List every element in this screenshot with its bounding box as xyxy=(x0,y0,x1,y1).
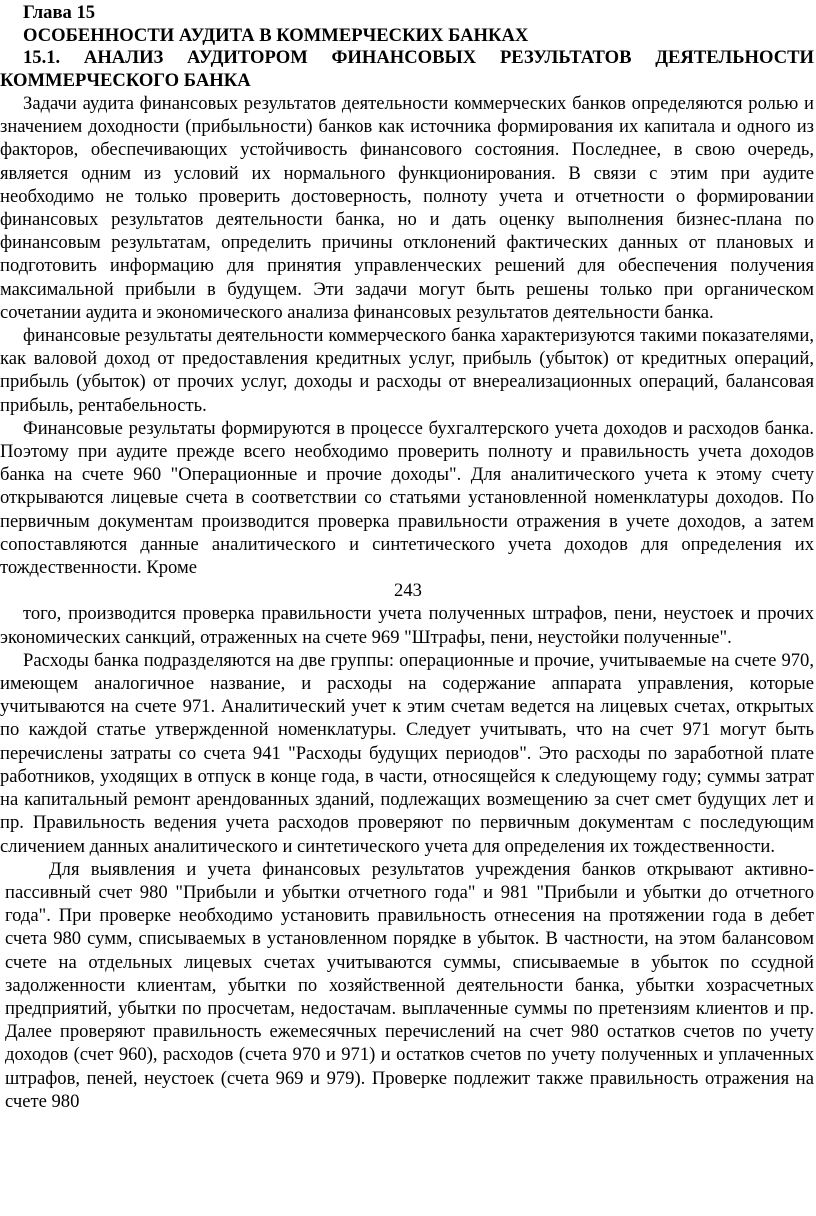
paragraph: Для выявления и учета финансовых результатов учреждения банков открывают активно-пассивный счет 980 "Прибыли и убытки отчетного года" и 981 "Прибыли и убытки до отчетного года". При проверке необходимо установить правильность отнесения на протяжении года в дебет счета 980 сумм, списываемых в установленном порядке в убыток. В частности, на этом балансовом счете на отдельных лицевых счетах учитываются суммы, списываемые в убыток по ссудной задолженности клиентам, убытки по хозяйственной деятельности банка, убытки хозрасчетных предприятий, убытки по просчетам, недостачам. выплаченные суммы по претензиям клиентов и пр. Далее проверяют правильность ежемесячных перечислений на счет 980 остатков счетов по учету доходов (счет 960), расходов (счета 970 и 971) и остатков счетов по учету полученных и уплаченных штрафов, пеней, неустоек (счета 969 и 979). Проверке подлежит также правильность отражения на счете 980 xyxy=(5,858,814,1112)
paragraph: Расходы банка подразделяются на две группы: операционные и прочие, учитываемые на счете 970, имеющем аналогичное название, и расходы на содержание аппарата управления, которые учитываются на счете 971. Аналитический учет к этим счетам ведется на лицевых счетах, открытых по каждой статье утвержденной номенклатуры. Следует учитывать, что на счет 971 могут быть перечислены затраты со счета 941 "Расходы будущих периодов". Это расходы по заработной плате работников, уходящих в отпуск в конце года, в части, относящейся к следующему году; суммы затрат на капитальный ремонт арендованных зданий, подлежащих возмещению за счет смет будущих лет и пр. Правильность ведения учета расходов проверяют по первичным документам с последующим сличением данных аналитического и синтетического учета для определения их тождественности. xyxy=(0,649,814,857)
paragraph: финансовые результаты деятельности коммерческого банка характеризуются такими показателями, как валовой доход от предоставления кредитных услуг, прибыль (убыток) от кредитных операций, прибыль (убыток) от прочих услуг, доходы и расходы от внереализационных операций, балансовая прибыль, рентабельность. xyxy=(0,325,814,416)
chapter-title: ОСОБЕННОСТИ АУДИТА В КОММЕРЧЕСКИХ БАНКАХ xyxy=(23,24,529,46)
paragraph: Финансовые результаты формируются в процессе бухгалтерского учета доходов и расходов банка. Поэтому при аудите прежде всего необходимо проверить полноту и правильность учета доходов банка на счете 960 "Операционные и прочие доходы". Для аналитического учета к этому счету открываются лицевые счета в соответствии со статьями установленной номенклатуры доходов. По первичным документам производится проверка правильности отражения в учете доходов, а затем сопоставляются данные аналитического и синтетического учета доходов для определения их тождественности. Кроме xyxy=(0,417,814,579)
page-number: 243 xyxy=(394,580,422,602)
chapter-label: Глава 15 xyxy=(23,2,96,23)
section-title: 15.1. АНАЛИЗ АУДИТОРОМ ФИНАНСОВЫХ РЕЗУЛЬТАТОВ ДЕЯТЕЛЬНОСТИ КОММЕРЧЕСКОГО БАНКА xyxy=(0,47,814,91)
paragraph: Задачи аудита финансовых результатов деятельности коммерческих банков определяются ролью и значением доходности (прибыльности) банков как источника формирования их капитала и одного из факторов, обеспечивающих устойчивость финансового состояния. Последнее, в свою очередь, является одним из условий их нормального функционирования. В связи с этим при аудите необходимо не только проверить достоверность, полноту учета и отчетности о формировании финансовых результатов деятельности банка, но и дать оценку выполнения бизнес-плана по финансовым результатам, определить причины отклонений фактических данных от плановых и подготовить информацию для принятия управленческих решений для обеспечения получения максимальной прибыли в будущем. Эти задачи могут быть решены только при органическом сочетании аудита и экономического анализа финансовых результатов деятельности банка. xyxy=(0,93,814,323)
paragraph: того, производится проверка правильности учета полученных штрафов, пени, неустоек и прочих экономических санкций, отраженных на счете 969 "Штрафы, пени, неустойки полученные". xyxy=(0,603,814,648)
